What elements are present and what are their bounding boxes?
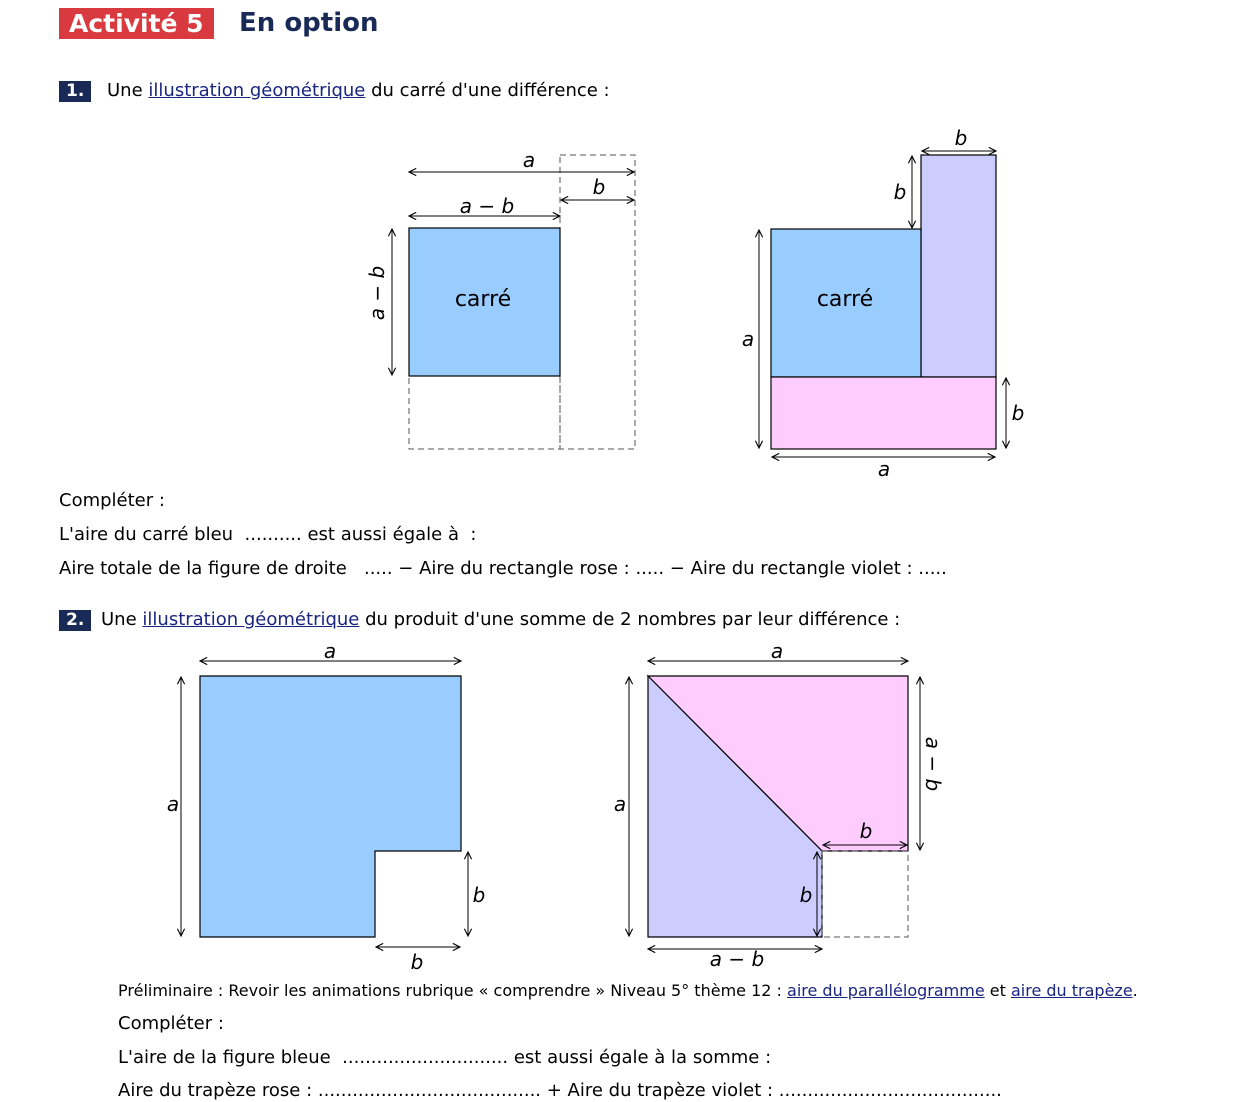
- section-2-line-2: Aire du trapèze rose : ....................................... + Aire du trapèze violet : .......................................: [118, 1080, 1002, 1101]
- dashed-column: [560, 155, 635, 449]
- label-b-top: b: [592, 175, 606, 199]
- violet-rectangle: [921, 155, 996, 377]
- label-a-minus-b-top: a − b: [459, 194, 515, 218]
- carre-label-2: carré: [816, 287, 874, 312]
- section-2-number: 2.: [59, 610, 91, 631]
- section-2-line-1: L'aire de la figure bleue ............................. est aussi égale à la somme :: [118, 1047, 772, 1068]
- label-b-bottom-2: b: [410, 950, 424, 974]
- label-a-top: a: [522, 148, 536, 172]
- figure-2-left: [167, 639, 485, 974]
- pink-rectangle: [771, 377, 996, 449]
- carre-label-1: carré: [454, 287, 512, 312]
- section-1-text-before: Une: [107, 80, 143, 101]
- label-b-right-2: b: [472, 883, 486, 907]
- section-2-heading: [101, 609, 900, 631]
- label-a-top-2: a: [323, 639, 337, 663]
- label-b-pink-height: b: [1011, 401, 1025, 425]
- label-a-minus-b-bottom: a − b: [709, 947, 765, 971]
- label-a-bottom: a: [877, 457, 891, 481]
- dashed-square: [822, 851, 908, 937]
- figure-2-right: [614, 639, 945, 971]
- dashed-row: [409, 376, 560, 449]
- section-2-complete: Compléter :: [118, 1013, 224, 1034]
- label-b-violet-width: b: [954, 126, 968, 150]
- page-title: En option: [239, 8, 379, 38]
- link-aire-parallelogramme[interactable]: aire du parallélogramme: [787, 981, 985, 1000]
- label-b-step: b: [859, 819, 873, 843]
- section-1-link[interactable]: illustration géométrique: [148, 80, 366, 101]
- activity-badge: Activité 5: [59, 8, 214, 39]
- label-b-step-vertical: b: [799, 883, 813, 907]
- figure-1-right: [742, 126, 1024, 481]
- label-a-top-3: a: [770, 639, 784, 663]
- label-a-left-2: a: [166, 792, 180, 816]
- prelim-text: Préliminaire : Revoir les animations rubrique « comprendre » Niveau 5° thème 12 :: [118, 981, 782, 1000]
- prelim-end: .: [1132, 981, 1138, 1000]
- section-1-number: 1.: [59, 81, 91, 102]
- label-a-left: a: [741, 327, 755, 351]
- section-1-text-after: du carré d'une différence :: [371, 80, 610, 101]
- section-2-text-before: Une: [101, 609, 137, 630]
- label-a-minus-b-right: a − b: [921, 736, 945, 792]
- section-1-line-1: L'aire du carré bleu .......... est aussi égale à :: [59, 524, 477, 545]
- section-2-text-after: du produit d'une somme de 2 nombres par leur différence :: [365, 609, 901, 630]
- section-2-link[interactable]: illustration géométrique: [142, 609, 360, 630]
- prelim-line: [118, 981, 1138, 1001]
- prelim-mid: et: [989, 981, 1006, 1000]
- link-aire-trapeze[interactable]: aire du trapèze: [1010, 981, 1133, 1000]
- section-1-complete: Compléter :: [59, 490, 165, 511]
- label-b-violet-top: b: [893, 180, 907, 204]
- figure-1-left: [365, 148, 635, 449]
- blue-figure: [200, 676, 461, 937]
- section-1-line-2: Aire totale de la figure de droite ..... − Aire du rectangle rose : ..... − Aire du rectangle violet : .....: [59, 558, 947, 579]
- label-a-minus-b-left: a − b: [365, 265, 389, 321]
- label-a-left-3: a: [613, 792, 627, 816]
